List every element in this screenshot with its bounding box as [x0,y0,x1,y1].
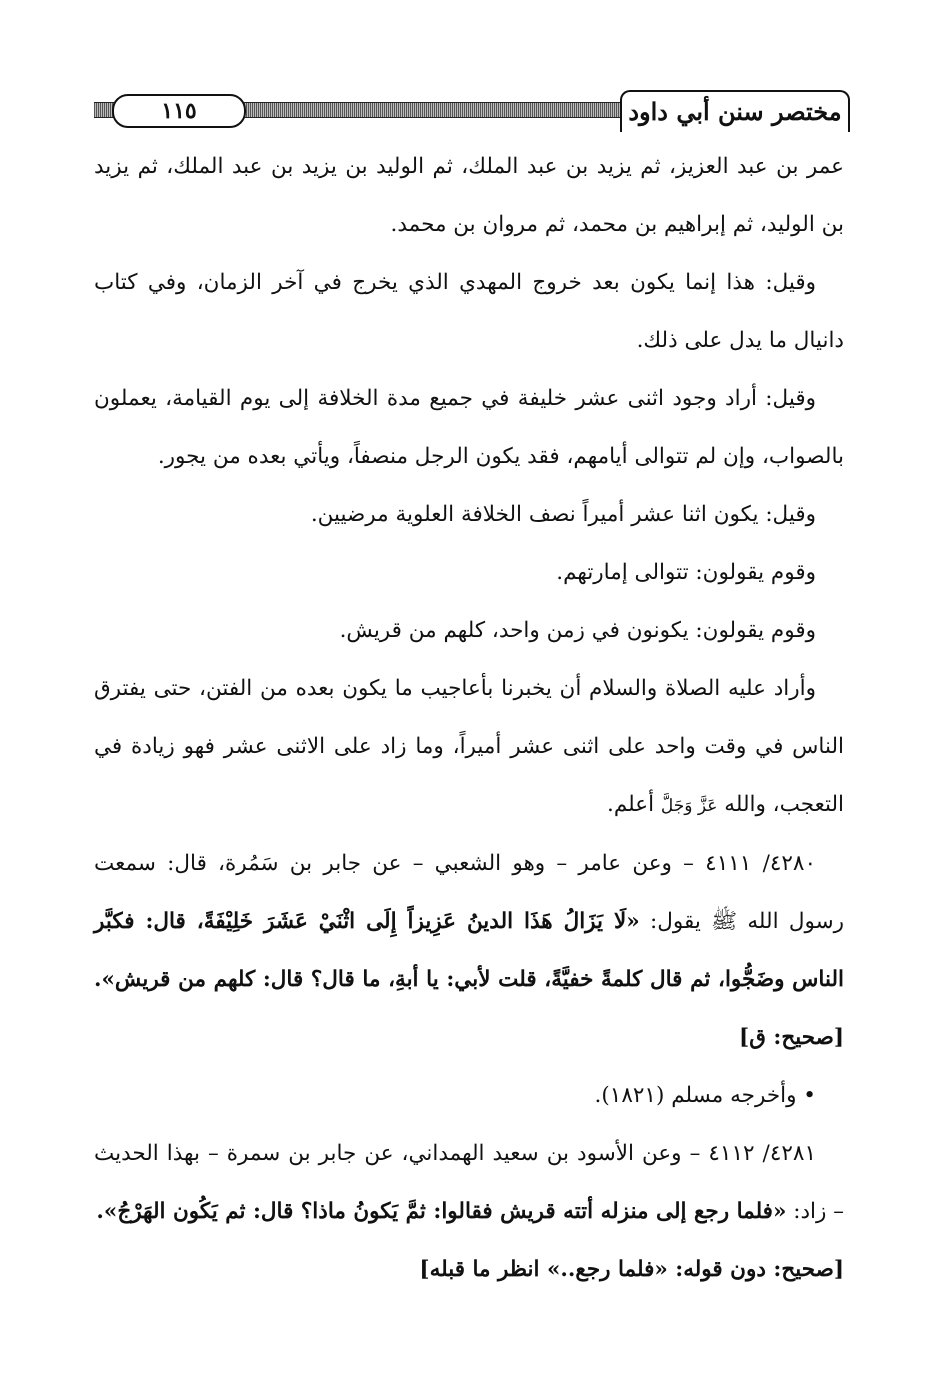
hadith-4281-number: ٤٢٨١/ ٤١١٢ [708,1141,817,1166]
hadith-4280-isnad: – وعن عامر – وهو الشعبي – عن جابر بن سَمُرة، قال: سمعت رسول الله [94,851,844,934]
page-header [88,90,850,134]
page-body [94,138,844,1299]
azza-wajal-glyph: عَزَّ وَجَلَّ [660,796,718,816]
hadith-4280-says: يقول: [639,909,712,934]
hadith-4281-grade: [صحيح: دون قوله: «فلما رجع..» انظر ما قبله] [419,1257,844,1282]
hadith-4280-number: ٤٢٨٠/ ٤١١١ [705,851,817,876]
paragraph-1: عمر بن عبد العزيز، ثم يزيد بن عبد الملك، ثم الوليد بن يزيد بن عبد الملك، ثم يزيد بن الوليد، ثم إبراهيم بن محمد، ثم مروان بن محمد. [94,154,844,237]
closing-word: أعلم. [607,792,655,817]
hadith-4280-grade: [صحيح: ق] [739,1025,844,1050]
hadith-4281-matn: «فلما رجع إلى منزله أتته قريش فقالوا: ثمَّ يَكونُ ماذا؟ قال: ثم يَكُون الهَرْجُ». [96,1199,787,1224]
paragraph-7-text: وأراد عليه الصلاة والسلام أن يخبرنا بأعاجيب ما يكون بعده من الفتن، حتى يفترق الناس في وقت واحد على اثنى عشر أميراً، وما زاد على الاثنى عشر فهو زيادة في التعجب، والله [94,676,844,817]
paragraph-3: وقيل: أراد وجود اثنى عشر خليفة في جميع مدة الخلافة إلى يوم القيامة، يعملون بالصواب، وإن لم تتوالى أيامهم، فقد يكون الرجل منصفاً، ويأتي بعده من يجور. [94,386,844,469]
paragraph-5: وقوم يقولون: تتوالى إمارتهم. [556,560,816,585]
hadith-4280 [94,835,844,1067]
paragraph-2: وقيل: هذا إنما يكون بعد خروج المهدي الذي يخرج في آخر الزمان، وفي كتاب دانيال ما يدل على ذلك. [94,270,844,353]
page-number: ١١٥ [112,94,246,128]
salutation-glyph: ﷺ [711,909,738,934]
book-title-box [620,90,850,132]
hadith-4280-matn: «لَا يَزَالُ هَذَا الدينُ عَزِيزاً إِلَى اثْنَيْ عَشَرَ خَلِيْفَةً، قال: فكبَّر الناس وضَجُّوا، ثم قال كلمةً خفيَّةً، قلت لأبي: يا أبةِ، ما قال؟ قال: كلهم من قريش». [94,909,844,992]
paragraph-4: وقيل: يكون اثنا عشر أميراً نصف الخلافة العلوية مرضيين. [310,502,816,527]
hadith-4281 [94,1125,844,1241]
takhrij-note: • وأخرجه مسلم (١٨٢١). [594,1083,816,1108]
book-title: مختصر سنن أبي داود [628,97,842,126]
paragraph-7 [94,660,844,835]
paragraph-6: وقوم يقولون: يكونون في زمن واحد، كلهم من قريش. [339,618,816,643]
hadith-4281-isnad: – وعن الأسود بن سعيد الهمداني، عن جابر بن سمرة – بهذا الحديث – زاد: [94,1141,844,1224]
